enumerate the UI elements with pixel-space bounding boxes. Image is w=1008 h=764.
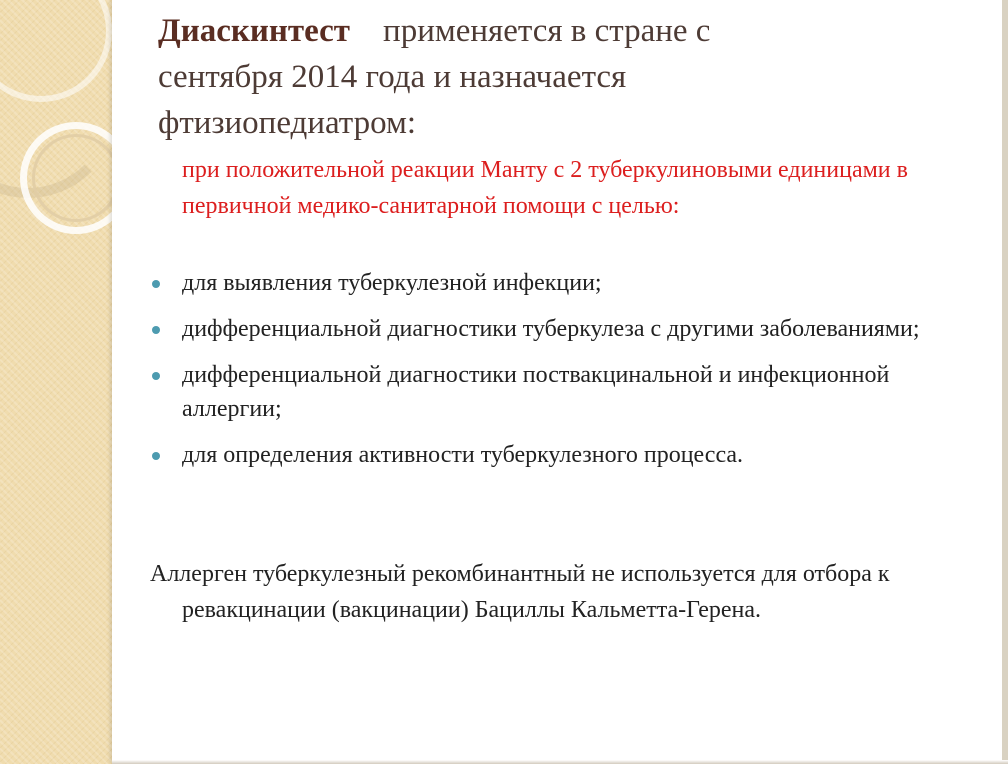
title-line-2: сентября 2014 года и назначается	[158, 59, 627, 95]
bullet-item	[150, 358, 970, 426]
slide-bottom-shadow	[112, 760, 1008, 764]
bullet-text: для определения активности туберкулезного процесса.	[182, 442, 744, 468]
bullet-text: для выявления туберкулезной инфекции;	[182, 270, 602, 296]
decorative-inner-ring-icon	[32, 134, 112, 222]
bullet-text: дифференциальной диагностики туберкулеза с другими заболеваниями;	[182, 316, 920, 342]
slide	[112, 0, 1008, 764]
bullet-icon	[152, 452, 160, 460]
decorative-left-band	[0, 0, 112, 764]
slide-edge-shadow	[1002, 0, 1008, 764]
bullet-icon	[152, 280, 160, 288]
bullet-icon	[152, 372, 160, 380]
bullet-item	[150, 312, 970, 346]
slide-note: Аллерген туберкулезный рекомбинантный не используется для отбора к ревакцинации (вакцинации) Бациллы Кальметта-Герена.	[150, 561, 890, 623]
slide-title	[158, 8, 918, 146]
bullet-text: дифференциальной диагностики поствакцинальной и инфекционной аллергии;	[182, 362, 890, 422]
title-bold-term: Диаскинтест	[158, 13, 351, 49]
slide-subtitle: при положительной реакции Манту с 2 туберкулиновыми единицами в первичной медико-санитарной помощи с целью:	[182, 157, 908, 219]
title-line-1: применяется в стране с	[383, 13, 711, 49]
title-line-3: фтизиопедиатром:	[158, 105, 417, 141]
bullet-list	[150, 266, 970, 484]
bullet-icon	[152, 326, 160, 334]
bullet-item	[150, 438, 970, 472]
bullet-item	[150, 266, 970, 300]
